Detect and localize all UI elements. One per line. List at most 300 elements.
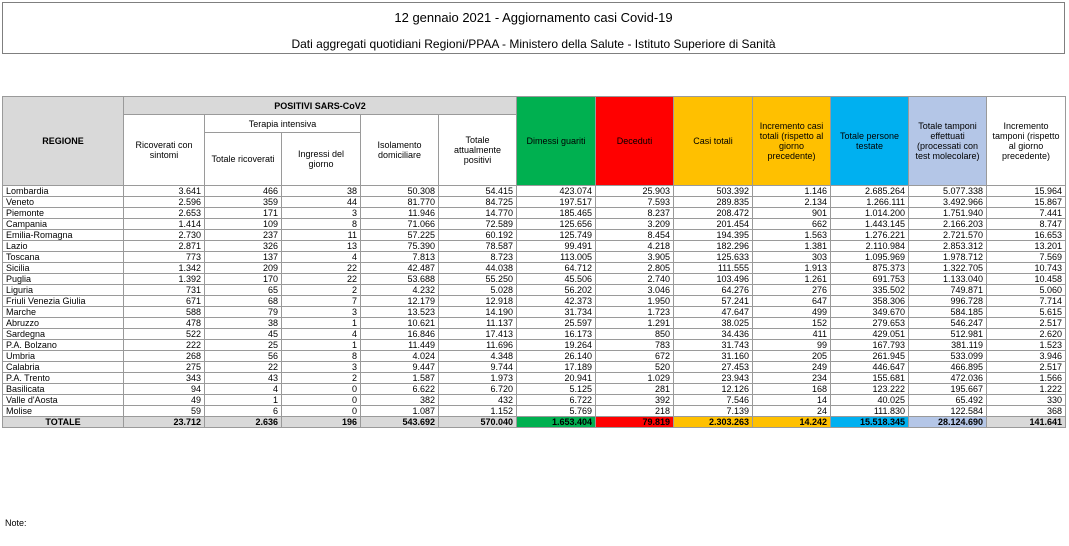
value-cell: 222 [124,340,205,351]
value-cell: 1.523 [987,340,1066,351]
value-cell: 109 [205,219,282,230]
value-cell: 662 [753,219,831,230]
value-cell: 326 [205,241,282,252]
value-cell: 901 [753,208,831,219]
value-cell: 49 [124,395,205,406]
value-cell: 11.696 [439,340,517,351]
table-row [3,384,1066,395]
value-cell: 6.622 [361,384,439,395]
value-cell: 50.308 [361,186,439,197]
value-cell: 7.569 [987,252,1066,263]
value-cell: 303 [753,252,831,263]
value-cell: 1.266.111 [831,197,909,208]
region-name-cell: P.A. Trento [3,373,124,384]
value-cell: 14.190 [439,307,517,318]
total-value-cell: 28.124.690 [909,417,987,428]
total-value-cell: 141.641 [987,417,1066,428]
header-persone-testate: Totale persone testate [831,97,909,186]
value-cell: 3.946 [987,351,1066,362]
value-cell: 1.950 [596,296,674,307]
table-body [3,186,1066,428]
value-cell: 8.454 [596,230,674,241]
value-cell: 25.597 [517,318,596,329]
value-cell: 499 [753,307,831,318]
value-cell: 7.546 [674,395,753,406]
value-cell: 79 [205,307,282,318]
table-row [3,340,1066,351]
value-cell: 122.584 [909,406,987,417]
value-cell: 197.517 [517,197,596,208]
header-tamponi: Totale tamponi effettuati (processati con test molecolare) [909,97,987,186]
region-name-cell: Liguria [3,285,124,296]
value-cell: 671 [124,296,205,307]
value-cell: 60.192 [439,230,517,241]
value-cell: 16.653 [987,230,1066,241]
title-box [2,2,1065,54]
value-cell: 261.945 [831,351,909,362]
value-cell: 335.502 [831,285,909,296]
header-ricoverati: Ricoverati con sintomi [124,115,205,186]
table-row [3,395,1066,406]
value-cell: 1.392 [124,274,205,285]
table-row [3,208,1066,219]
total-value-cell: 14.242 [753,417,831,428]
table-row [3,274,1066,285]
total-row [3,417,1066,428]
value-cell: 4.232 [361,285,439,296]
value-cell: 42.487 [361,263,439,274]
value-cell: 289.835 [674,197,753,208]
value-cell: 209 [205,263,282,274]
value-cell: 12.126 [674,384,753,395]
region-name-cell: Toscana [3,252,124,263]
value-cell: 57.241 [674,296,753,307]
value-cell: 111.555 [674,263,753,274]
header-incremento-tamponi: Incremento tamponi (rispetto al giorno precedente) [987,97,1066,186]
value-cell: 3.492.966 [909,197,987,208]
value-cell: 23.943 [674,373,753,384]
region-name-cell: Marche [3,307,124,318]
value-cell: 31.160 [674,351,753,362]
total-value-cell: 2.303.263 [674,417,753,428]
region-name-cell: Valle d'Aosta [3,395,124,406]
value-cell: 65 [205,285,282,296]
value-cell: 16.173 [517,329,596,340]
value-cell: 9.447 [361,362,439,373]
value-cell: 1.146 [753,186,831,197]
value-cell: 359 [205,197,282,208]
region-name-cell: Veneto [3,197,124,208]
value-cell: 38 [205,318,282,329]
value-cell: 0 [282,395,361,406]
value-cell: 31.743 [674,340,753,351]
region-name-cell: Sardegna [3,329,124,340]
value-cell: 20.941 [517,373,596,384]
value-cell: 10.621 [361,318,439,329]
value-cell: 137 [205,252,282,263]
value-cell: 194.395 [674,230,753,241]
value-cell: 170 [205,274,282,285]
value-cell: 4 [205,384,282,395]
value-cell: 75.390 [361,241,439,252]
value-cell: 99 [753,340,831,351]
covid-data-table [2,96,1066,428]
value-cell: 44.038 [439,263,517,274]
value-cell: 0 [282,384,361,395]
value-cell: 268 [124,351,205,362]
total-value-cell: 570.040 [439,417,517,428]
region-name-cell: Molise [3,406,124,417]
value-cell: 167.793 [831,340,909,351]
value-cell: 4.024 [361,351,439,362]
value-cell: 38 [282,186,361,197]
value-cell: 155.681 [831,373,909,384]
value-cell: 10.743 [987,263,1066,274]
value-cell: 773 [124,252,205,263]
value-cell: 411 [753,329,831,340]
value-cell: 3.905 [596,252,674,263]
value-cell: 1.222 [987,384,1066,395]
table-row [3,241,1066,252]
value-cell: 205 [753,351,831,362]
value-cell: 330 [987,395,1066,406]
value-cell: 0 [282,406,361,417]
value-cell: 472.036 [909,373,987,384]
region-name-cell: P.A. Bolzano [3,340,124,351]
value-cell: 1.566 [987,373,1066,384]
value-cell: 1.342 [124,263,205,274]
value-cell: 279.653 [831,318,909,329]
value-cell: 99.491 [517,241,596,252]
table-row [3,296,1066,307]
value-cell: 22 [205,362,282,373]
value-cell: 11.449 [361,340,439,351]
value-cell: 19.264 [517,340,596,351]
report-subtitle: Dati aggregati quotidiani Regioni/PPAA - Ministero della Salute - Istituto Superiore di Sanità [291,37,776,51]
header-incremento-casi: Incremento casi totali (rispetto al giorno precedente) [753,97,831,186]
table-row [3,252,1066,263]
value-cell: 7.139 [674,406,753,417]
table-row [3,219,1066,230]
value-cell: 72.589 [439,219,517,230]
region-name-cell: Calabria [3,362,124,373]
value-cell: 1.563 [753,230,831,241]
value-cell: 208.472 [674,208,753,219]
value-cell: 237 [205,230,282,241]
value-cell: 1.978.712 [909,252,987,263]
value-cell: 249 [753,362,831,373]
value-cell: 171 [205,208,282,219]
value-cell: 125.749 [517,230,596,241]
value-cell: 10.458 [987,274,1066,285]
value-cell: 276 [753,285,831,296]
region-name-cell: Umbria [3,351,124,362]
value-cell: 16.846 [361,329,439,340]
value-cell: 8 [282,351,361,362]
value-cell: 59 [124,406,205,417]
report-title: 12 gennaio 2021 - Aggiornamento casi Covid-19 [394,10,673,25]
table-row [3,351,1066,362]
value-cell: 218 [596,406,674,417]
value-cell: 56.202 [517,285,596,296]
value-cell: 2.740 [596,274,674,285]
value-cell: 478 [124,318,205,329]
value-cell: 1 [205,395,282,406]
value-cell: 3.046 [596,285,674,296]
value-cell: 783 [596,340,674,351]
value-cell: 24 [753,406,831,417]
value-cell: 4.348 [439,351,517,362]
value-cell: 34.436 [674,329,753,340]
value-cell: 7.714 [987,296,1066,307]
header-isolamento: Isolamento domiciliare [361,115,439,186]
header-ti-totale: Totale ricoverati [205,133,282,186]
value-cell: 2.166.203 [909,219,987,230]
value-cell: 26.140 [517,351,596,362]
value-cell: 15.867 [987,197,1066,208]
value-cell: 2.517 [987,362,1066,373]
value-cell: 2.517 [987,318,1066,329]
table-row [3,263,1066,274]
value-cell: 55.250 [439,274,517,285]
value-cell: 5.077.338 [909,186,987,197]
value-cell: 2.685.264 [831,186,909,197]
value-cell: 65.492 [909,395,987,406]
table-row [3,329,1066,340]
value-cell: 2.110.984 [831,241,909,252]
value-cell: 27.453 [674,362,753,373]
value-cell: 2.134 [753,197,831,208]
value-cell: 1.276.221 [831,230,909,241]
header-ti-ingressi: Ingressi del giorno [282,133,361,186]
value-cell: 182.296 [674,241,753,252]
value-cell: 368 [987,406,1066,417]
value-cell: 2.730 [124,230,205,241]
value-cell: 25 [205,340,282,351]
value-cell: 691.753 [831,274,909,285]
value-cell: 56 [205,351,282,362]
value-cell: 8.747 [987,219,1066,230]
value-cell: 47.647 [674,307,753,318]
value-cell: 68 [205,296,282,307]
value-cell: 14.770 [439,208,517,219]
value-cell: 12.179 [361,296,439,307]
value-cell: 195.667 [909,384,987,395]
value-cell: 281 [596,384,674,395]
value-cell: 12.918 [439,296,517,307]
value-cell: 40.025 [831,395,909,406]
region-name-cell: Basilicata [3,384,124,395]
value-cell: 1.723 [596,307,674,318]
value-cell: 6 [205,406,282,417]
value-cell: 45.506 [517,274,596,285]
value-cell: 2.653 [124,208,205,219]
value-cell: 8.723 [439,252,517,263]
value-cell: 1.087 [361,406,439,417]
value-cell: 584.185 [909,307,987,318]
value-cell: 5.125 [517,384,596,395]
value-cell: 113.005 [517,252,596,263]
value-cell: 343 [124,373,205,384]
value-cell: 466 [205,186,282,197]
value-cell: 7.441 [987,208,1066,219]
value-cell: 64.276 [674,285,753,296]
value-cell: 5.060 [987,285,1066,296]
region-name-cell: Lombardia [3,186,124,197]
value-cell: 4.218 [596,241,674,252]
value-cell: 54.415 [439,186,517,197]
value-cell: 358.306 [831,296,909,307]
value-cell: 1.443.145 [831,219,909,230]
value-cell: 22 [282,274,361,285]
table-row [3,318,1066,329]
value-cell: 44 [282,197,361,208]
value-cell: 731 [124,285,205,296]
value-cell: 168 [753,384,831,395]
value-cell: 546.247 [909,318,987,329]
value-cell: 38.025 [674,318,753,329]
value-cell: 14 [753,395,831,406]
value-cell: 9.744 [439,362,517,373]
value-cell: 5.028 [439,285,517,296]
table-row [3,197,1066,208]
header-regione: REGIONE [3,97,124,186]
value-cell: 71.066 [361,219,439,230]
value-cell: 2 [282,373,361,384]
value-cell: 1.973 [439,373,517,384]
value-cell: 3.641 [124,186,205,197]
value-cell: 275 [124,362,205,373]
value-cell: 1.381 [753,241,831,252]
value-cell: 78.587 [439,241,517,252]
value-cell: 17.413 [439,329,517,340]
value-cell: 53.688 [361,274,439,285]
header-positivi: POSITIVI SARS-CoV2 [124,97,517,115]
value-cell: 64.712 [517,263,596,274]
value-cell: 3 [282,208,361,219]
header-dimessi: Dimessi guariti [517,97,596,186]
value-cell: 45 [205,329,282,340]
value-cell: 57.225 [361,230,439,241]
value-cell: 103.496 [674,274,753,285]
value-cell: 4 [282,252,361,263]
table-row [3,186,1066,197]
region-name-cell: Sicilia [3,263,124,274]
total-value-cell: 79.819 [596,417,674,428]
region-name-cell: Abruzzo [3,318,124,329]
value-cell: 125.656 [517,219,596,230]
value-cell: 11.137 [439,318,517,329]
value-cell: 533.099 [909,351,987,362]
table-row [3,362,1066,373]
value-cell: 1.751.940 [909,208,987,219]
value-cell: 6.720 [439,384,517,395]
value-cell: 2.620 [987,329,1066,340]
value-cell: 512.981 [909,329,987,340]
value-cell: 13 [282,241,361,252]
value-cell: 503.392 [674,186,753,197]
value-cell: 31.734 [517,307,596,318]
total-value-cell: 196 [282,417,361,428]
value-cell: 875.373 [831,263,909,274]
value-cell: 111.830 [831,406,909,417]
total-value-cell: 543.692 [361,417,439,428]
value-cell: 672 [596,351,674,362]
value-cell: 749.871 [909,285,987,296]
value-cell: 6.722 [517,395,596,406]
value-cell: 2 [282,285,361,296]
total-value-cell: 23.712 [124,417,205,428]
value-cell: 1.414 [124,219,205,230]
value-cell: 1.014.200 [831,208,909,219]
value-cell: 94 [124,384,205,395]
value-cell: 25.903 [596,186,674,197]
value-cell: 466.895 [909,362,987,373]
value-cell: 81.770 [361,197,439,208]
value-cell: 5.769 [517,406,596,417]
value-cell: 2.721.570 [909,230,987,241]
value-cell: 7.593 [596,197,674,208]
value-cell: 1.322.705 [909,263,987,274]
value-cell: 15.964 [987,186,1066,197]
table-row [3,285,1066,296]
value-cell: 850 [596,329,674,340]
value-cell: 429.051 [831,329,909,340]
value-cell: 234 [753,373,831,384]
value-cell: 1 [282,340,361,351]
value-cell: 4 [282,329,361,340]
region-name-cell: Emilia-Romagna [3,230,124,241]
total-value-cell: 2.636 [205,417,282,428]
value-cell: 1.261 [753,274,831,285]
value-cell: 13.523 [361,307,439,318]
value-cell: 84.725 [439,197,517,208]
table-row [3,373,1066,384]
region-name-cell: Campania [3,219,124,230]
value-cell: 43 [205,373,282,384]
value-cell: 201.454 [674,219,753,230]
value-cell: 1.029 [596,373,674,384]
value-cell: 432 [439,395,517,406]
value-cell: 3 [282,307,361,318]
value-cell: 1.291 [596,318,674,329]
value-cell: 647 [753,296,831,307]
value-cell: 3.209 [596,219,674,230]
value-cell: 392 [596,395,674,406]
value-cell: 349.670 [831,307,909,318]
value-cell: 996.728 [909,296,987,307]
value-cell: 2.853.312 [909,241,987,252]
region-name-cell: Lazio [3,241,124,252]
value-cell: 5.615 [987,307,1066,318]
value-cell: 423.074 [517,186,596,197]
value-cell: 22 [282,263,361,274]
value-cell: 1.587 [361,373,439,384]
value-cell: 11.946 [361,208,439,219]
value-cell: 522 [124,329,205,340]
value-cell: 13.201 [987,241,1066,252]
value-cell: 2.805 [596,263,674,274]
value-cell: 185.465 [517,208,596,219]
region-name-cell: Puglia [3,274,124,285]
value-cell: 446.647 [831,362,909,373]
value-cell: 123.222 [831,384,909,395]
value-cell: 1 [282,318,361,329]
total-label: TOTALE [3,417,124,428]
header-casi-totali: Casi totali [674,97,753,186]
value-cell: 2.596 [124,197,205,208]
value-cell: 42.373 [517,296,596,307]
